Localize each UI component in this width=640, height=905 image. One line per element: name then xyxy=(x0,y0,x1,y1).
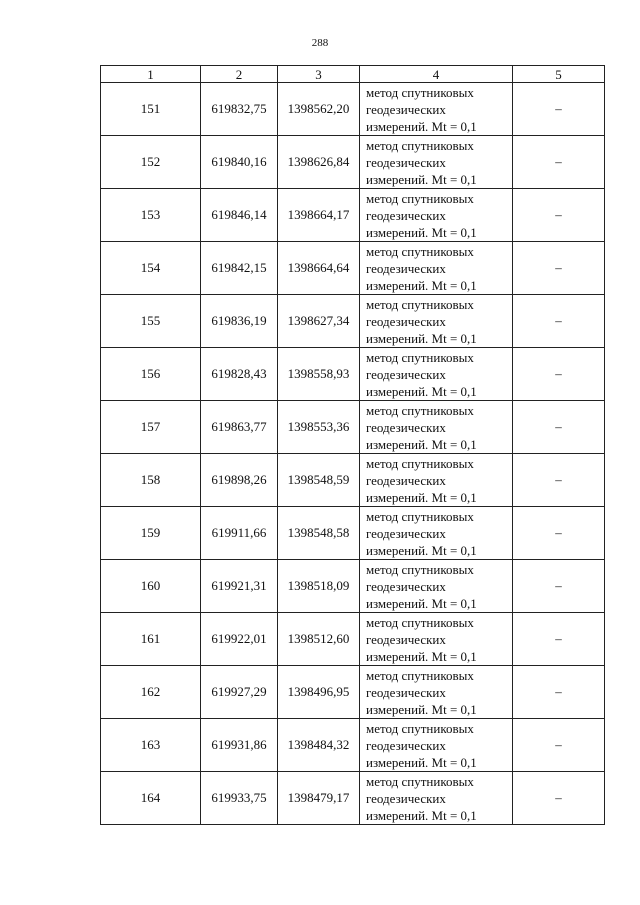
method-text-line2: геодезических xyxy=(366,260,446,276)
header-col-1: 1 xyxy=(101,66,201,83)
x-coordinate-cell: 619863,77 xyxy=(201,401,278,454)
table-header xyxy=(101,66,605,83)
table-row xyxy=(101,507,605,560)
method-text-line2: геодезических xyxy=(366,790,446,806)
table-row xyxy=(101,242,605,295)
header-col-3: 3 xyxy=(278,66,360,83)
note-cell: – xyxy=(513,454,605,507)
table-row xyxy=(101,348,605,401)
point-number-cell: 158 xyxy=(101,454,201,507)
method-cell xyxy=(360,560,513,613)
header-col-2: 2 xyxy=(201,66,278,83)
note-cell: – xyxy=(513,507,605,560)
table-row xyxy=(101,719,605,772)
note-cell: – xyxy=(513,348,605,401)
header-col-5: 5 xyxy=(513,66,605,83)
method-text-line3: измерений. Mt = 0,1 xyxy=(366,754,477,770)
method-text-line3: измерений. Mt = 0,1 xyxy=(366,436,477,452)
x-coordinate-cell: 619832,75 xyxy=(201,83,278,136)
method-text-line3: измерений. Mt = 0,1 xyxy=(366,224,477,240)
method-text-line3: измерений. Mt = 0,1 xyxy=(366,118,477,134)
y-coordinate-cell: 1398518,09 xyxy=(278,560,360,613)
point-number-cell: 164 xyxy=(101,772,201,825)
method-text-line1: метод спутниковых xyxy=(366,508,474,524)
y-coordinate-cell: 1398548,59 xyxy=(278,454,360,507)
x-coordinate-cell: 619836,19 xyxy=(201,295,278,348)
table-row xyxy=(101,613,605,666)
point-number-cell: 152 xyxy=(101,136,201,189)
y-coordinate-cell: 1398512,60 xyxy=(278,613,360,666)
header-col-4: 4 xyxy=(360,66,513,83)
point-number-cell: 155 xyxy=(101,295,201,348)
note-cell: – xyxy=(513,136,605,189)
x-coordinate-cell: 619927,29 xyxy=(201,666,278,719)
method-text-line1: метод спутниковых xyxy=(366,720,474,736)
note-cell: – xyxy=(513,613,605,666)
y-coordinate-cell: 1398479,17 xyxy=(278,772,360,825)
note-cell: – xyxy=(513,189,605,242)
method-text-line1: метод спутниковых xyxy=(366,84,474,100)
method-text-line1: метод спутниковых xyxy=(366,296,474,312)
method-text-line2: геодезических xyxy=(366,313,446,329)
x-coordinate-cell: 619828,43 xyxy=(201,348,278,401)
note-cell: – xyxy=(513,560,605,613)
method-text-line3: измерений. Mt = 0,1 xyxy=(366,383,477,399)
method-text-line1: метод спутниковых xyxy=(366,137,474,153)
point-number-cell: 160 xyxy=(101,560,201,613)
x-coordinate-cell: 619846,14 xyxy=(201,189,278,242)
table-row xyxy=(101,295,605,348)
note-cell: – xyxy=(513,719,605,772)
point-number-cell: 163 xyxy=(101,719,201,772)
note-cell: – xyxy=(513,295,605,348)
method-text-line2: геодезических xyxy=(366,101,446,117)
method-text-line3: измерений. Mt = 0,1 xyxy=(366,489,477,505)
method-cell xyxy=(360,666,513,719)
method-text-line1: метод спутниковых xyxy=(366,243,474,259)
method-text-line2: геодезических xyxy=(366,525,446,541)
method-cell xyxy=(360,136,513,189)
y-coordinate-cell: 1398626,84 xyxy=(278,136,360,189)
page-number: 288 xyxy=(311,37,329,49)
method-cell xyxy=(360,719,513,772)
y-coordinate-cell: 1398562,20 xyxy=(278,83,360,136)
point-number-cell: 162 xyxy=(101,666,201,719)
x-coordinate-cell: 619922,01 xyxy=(201,613,278,666)
note-cell: – xyxy=(513,401,605,454)
x-coordinate-cell: 619840,16 xyxy=(201,136,278,189)
method-text-line1: метод спутниковых xyxy=(366,561,474,577)
method-text-line2: геодезических xyxy=(366,472,446,488)
method-text-line1: метод спутниковых xyxy=(366,190,474,206)
method-text-line1: метод спутниковых xyxy=(366,667,474,683)
point-number-cell: 154 xyxy=(101,242,201,295)
table-row xyxy=(101,560,605,613)
note-cell: – xyxy=(513,83,605,136)
method-text-line2: геодезических xyxy=(366,419,446,435)
method-cell xyxy=(360,772,513,825)
x-coordinate-cell: 619921,31 xyxy=(201,560,278,613)
table-body xyxy=(101,83,605,825)
table-row xyxy=(101,136,605,189)
method-text-line2: геодезических xyxy=(366,154,446,170)
table-row xyxy=(101,454,605,507)
y-coordinate-cell: 1398484,32 xyxy=(278,719,360,772)
x-coordinate-cell: 619911,66 xyxy=(201,507,278,560)
method-cell xyxy=(360,401,513,454)
method-text-line2: геодезических xyxy=(366,578,446,594)
method-text-line3: измерений. Mt = 0,1 xyxy=(366,701,477,717)
method-cell xyxy=(360,83,513,136)
method-text-line3: измерений. Mt = 0,1 xyxy=(366,330,477,346)
table-row xyxy=(101,401,605,454)
method-text-line3: измерений. Mt = 0,1 xyxy=(366,171,477,187)
method-text-line1: метод спутниковых xyxy=(366,455,474,471)
method-text-line2: геодезических xyxy=(366,631,446,647)
method-text-line1: метод спутниковых xyxy=(366,402,474,418)
y-coordinate-cell: 1398558,93 xyxy=(278,348,360,401)
x-coordinate-cell: 619898,26 xyxy=(201,454,278,507)
coordinates-table xyxy=(100,65,605,825)
note-cell: – xyxy=(513,242,605,295)
table-row xyxy=(101,83,605,136)
point-number-cell: 157 xyxy=(101,401,201,454)
point-number-cell: 159 xyxy=(101,507,201,560)
method-cell xyxy=(360,242,513,295)
method-cell xyxy=(360,189,513,242)
method-text-line1: метод спутниковых xyxy=(366,349,474,365)
point-number-cell: 151 xyxy=(101,83,201,136)
method-text-line2: геодезических xyxy=(366,737,446,753)
table-row xyxy=(101,772,605,825)
method-cell xyxy=(360,613,513,666)
method-text-line3: измерений. Mt = 0,1 xyxy=(366,648,477,664)
method-cell xyxy=(360,454,513,507)
y-coordinate-cell: 1398496,95 xyxy=(278,666,360,719)
method-text-line3: измерений. Mt = 0,1 xyxy=(366,542,477,558)
note-cell: – xyxy=(513,666,605,719)
y-coordinate-cell: 1398664,64 xyxy=(278,242,360,295)
method-text-line3: измерений. Mt = 0,1 xyxy=(366,595,477,611)
method-text-line1: метод спутниковых xyxy=(366,773,474,789)
y-coordinate-cell: 1398664,17 xyxy=(278,189,360,242)
method-text-line1: метод спутниковых xyxy=(366,614,474,630)
table-row xyxy=(101,189,605,242)
note-cell: – xyxy=(513,772,605,825)
method-text-line3: измерений. Mt = 0,1 xyxy=(366,277,477,293)
x-coordinate-cell: 619933,75 xyxy=(201,772,278,825)
y-coordinate-cell: 1398548,58 xyxy=(278,507,360,560)
y-coordinate-cell: 1398627,34 xyxy=(278,295,360,348)
method-text-line2: геодезических xyxy=(366,684,446,700)
method-cell xyxy=(360,507,513,560)
x-coordinate-cell: 619931,86 xyxy=(201,719,278,772)
header-row xyxy=(101,66,605,83)
method-text-line2: геодезических xyxy=(366,207,446,223)
method-text-line3: измерений. Mt = 0,1 xyxy=(366,807,477,823)
point-number-cell: 156 xyxy=(101,348,201,401)
y-coordinate-cell: 1398553,36 xyxy=(278,401,360,454)
x-coordinate-cell: 619842,15 xyxy=(201,242,278,295)
table-row xyxy=(101,666,605,719)
method-text-line2: геодезических xyxy=(366,366,446,382)
method-cell xyxy=(360,348,513,401)
method-cell xyxy=(360,295,513,348)
point-number-cell: 161 xyxy=(101,613,201,666)
point-number-cell: 153 xyxy=(101,189,201,242)
